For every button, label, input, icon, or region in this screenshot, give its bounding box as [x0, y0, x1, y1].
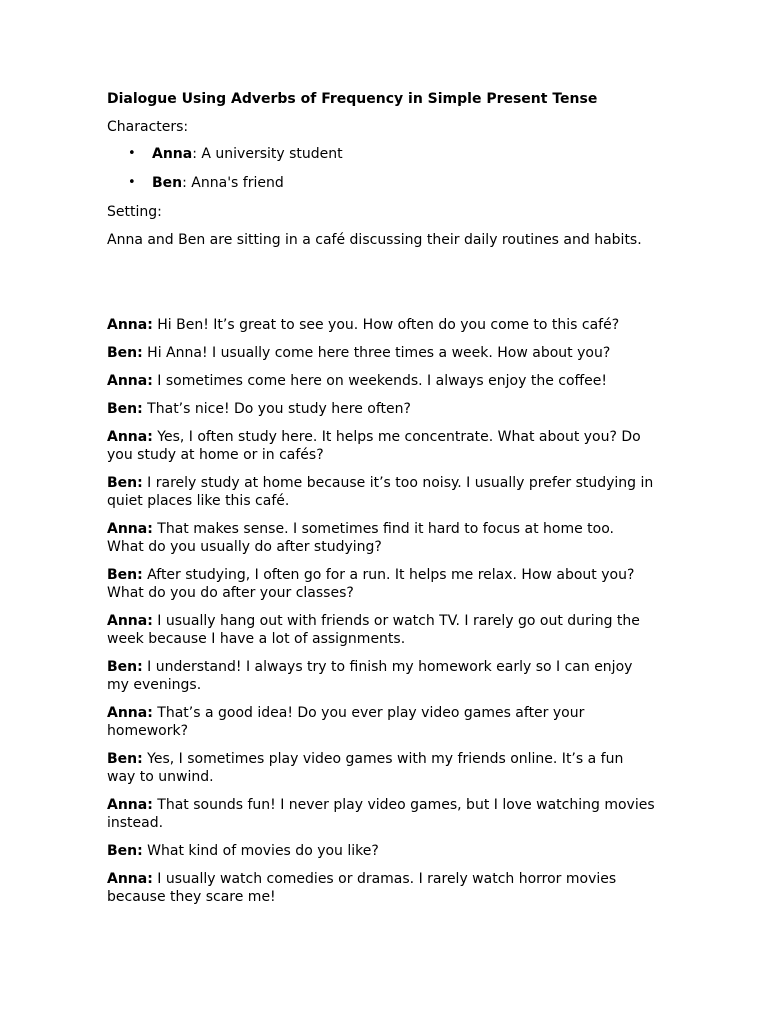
bullet-icon: • — [128, 146, 136, 161]
character-desc: : A university student — [192, 146, 343, 162]
dialogue-line — [107, 474, 655, 510]
line-text: That makes sense. I sometimes find it hard to focus at home too. What do you usually do after studying? — [107, 521, 615, 555]
line-text: That’s nice! Do you study here often? — [142, 401, 411, 417]
character-name: Ben — [152, 175, 183, 191]
dialogue-line — [107, 316, 655, 334]
line-text: That’s a good idea! Do you ever play video games after your homework? — [107, 705, 585, 739]
speaker: Anna: — [107, 521, 153, 537]
characters-label: Characters: — [107, 119, 189, 135]
line-text: I sometimes come here on weekends. I always enjoy the coffee! — [152, 373, 608, 389]
dialogue-line — [107, 704, 655, 740]
speaker: Ben: — [107, 567, 143, 583]
speaker: Anna: — [107, 705, 153, 721]
line-text: I usually watch comedies or dramas. I rarely watch horror movies because they scare me! — [107, 871, 617, 905]
character-item — [107, 145, 343, 163]
line-text: That sounds fun! I never play video games, but I love watching movies instead. — [107, 797, 655, 831]
line-text: Hi Anna! I usually come here three times a week. How about you? — [142, 345, 611, 361]
line-text: What kind of movies do you like? — [142, 843, 379, 859]
dialogue-line — [107, 870, 655, 906]
dialogue-line — [107, 566, 655, 602]
dialogue-line — [107, 612, 655, 648]
dialogue-line — [107, 428, 655, 464]
dialogue-line — [107, 750, 655, 786]
character-desc: : Anna's friend — [182, 175, 284, 191]
line-text: Hi Ben! It’s great to see you. How often do you come to this café? — [152, 317, 620, 333]
speaker: Ben: — [107, 475, 143, 491]
speaker: Anna: — [107, 373, 153, 389]
speaker: Ben: — [107, 659, 143, 675]
speaker: Ben: — [107, 345, 143, 361]
line-text: Yes, I often study here. It helps me concentrate. What about you? Do you study at home or in cafés? — [107, 429, 641, 463]
dialogue-line — [107, 658, 655, 694]
line-text: I usually hang out with friends or watch TV. I rarely go out during the week because I have a lot of assignments. — [107, 613, 640, 647]
speaker: Ben: — [107, 751, 143, 767]
speaker: Anna: — [107, 317, 153, 333]
speaker: Anna: — [107, 429, 153, 445]
dialogue-line — [107, 372, 655, 390]
dialogue — [107, 316, 655, 916]
speaker: Ben: — [107, 843, 143, 859]
characters-list — [107, 145, 343, 203]
line-text: Yes, I sometimes play video games with my friends online. It’s a fun way to unwind. — [107, 751, 624, 785]
speaker: Anna: — [107, 797, 153, 813]
dialogue-line — [107, 400, 655, 418]
character-name: Anna — [152, 146, 193, 162]
dialogue-line — [107, 842, 655, 860]
dialogue-line — [107, 344, 655, 362]
character-item — [107, 174, 343, 192]
speaker: Anna: — [107, 613, 153, 629]
dialogue-line — [107, 520, 655, 556]
setting-text: Anna and Ben are sitting in a café discussing their daily routines and habits. — [107, 232, 642, 248]
line-text: After studying, I often go for a run. It helps me relax. How about you? What do you do after your classes? — [107, 567, 635, 601]
line-text: I understand! I always try to finish my homework early so I can enjoy my evenings. — [107, 659, 633, 693]
bullet-icon: • — [128, 175, 136, 190]
line-text: I rarely study at home because it’s too noisy. I usually prefer studying in quiet places like this café. — [107, 475, 654, 509]
setting-label: Setting: — [107, 204, 162, 220]
speaker: Ben: — [107, 401, 143, 417]
dialogue-line — [107, 796, 655, 832]
document-title: Dialogue Using Adverbs of Frequency in Simple Present Tense — [107, 91, 598, 107]
speaker: Anna: — [107, 871, 153, 887]
